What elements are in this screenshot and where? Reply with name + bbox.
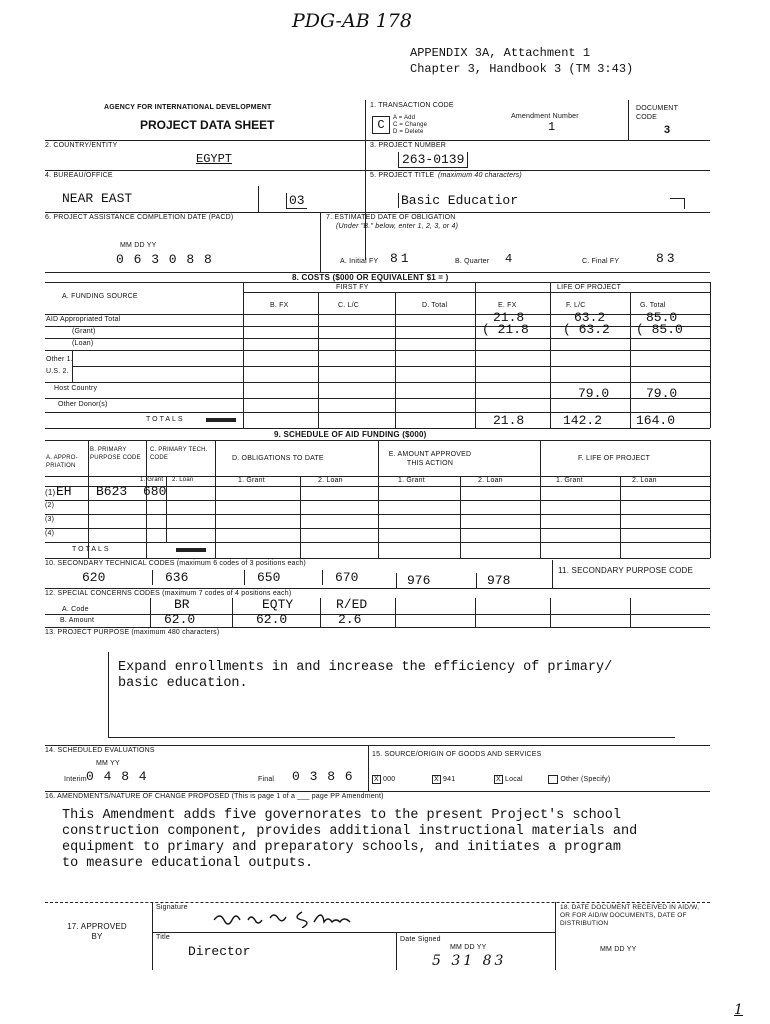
sched-totals-mark bbox=[176, 548, 206, 552]
date-signed-label: Date Signed bbox=[400, 936, 441, 943]
sched-h-life: F. LIFE OF PROJECT bbox=[578, 455, 651, 462]
date-received-mmddyy: MM DD YY bbox=[600, 946, 637, 953]
sched-row-num: (1) bbox=[45, 488, 56, 497]
sched-row-tech: 680 bbox=[143, 484, 167, 499]
sched-h-amount-approved: E. AMOUNT APPROVED THIS ACTION bbox=[388, 451, 472, 467]
sched-f-loan: 2. Loan bbox=[632, 477, 657, 484]
source-opt-other[interactable]: Other (Specify) bbox=[548, 776, 610, 783]
purpose-line2: basic education. bbox=[118, 676, 248, 691]
date-signed-mmddyy: MM DD YY bbox=[450, 944, 487, 951]
purpose-label: 13. PROJECT PURPOSE (maximum 480 characters) bbox=[45, 629, 220, 636]
sched-h-appropriation: A. APPRO-PRIATION bbox=[46, 455, 78, 469]
special-amount: 2.6 bbox=[338, 612, 362, 627]
col-funding-source: A. FUNDING SOURCE bbox=[62, 293, 138, 300]
sched-h-primary-purpose: B. PRIMARY PURPOSE CODE bbox=[90, 447, 141, 461]
eval-mmyy: MM YY bbox=[96, 760, 120, 767]
eval-final-label: Final bbox=[258, 776, 275, 783]
totals-arrow-mark bbox=[206, 418, 236, 422]
cost-row-e: ( 21.8 bbox=[482, 322, 529, 337]
sched-row-num: (2) bbox=[45, 502, 55, 509]
bureau-label: 4. BUREAU/OFFICE bbox=[45, 172, 113, 179]
transaction-options: A = Add C = Change D = Delete bbox=[393, 115, 428, 135]
sec-tech-code: 976 bbox=[396, 573, 430, 588]
amendment-line: This Amendment adds five governorates to the present Project's school bbox=[62, 808, 621, 823]
sched-d-grant: 1. Grant bbox=[238, 477, 265, 484]
date-signed-value: 5 31 83 bbox=[432, 953, 507, 969]
country-label: 2. COUNTRY/ENTITY bbox=[45, 142, 118, 149]
title-box-end bbox=[670, 198, 685, 209]
cost-row-label: (Loan) bbox=[72, 340, 94, 347]
sec-tech-code: 650 bbox=[244, 570, 280, 585]
eval-interim-value: 0 4 8 4 bbox=[86, 769, 148, 784]
col-d-total: D. Total bbox=[422, 302, 448, 309]
amendments-label: 16. AMENDMENTS/NATURE OF CHANGE PROPOSED (This is page 1 of a ___ page PP Amendment) bbox=[45, 793, 384, 800]
final-fy-label: C. Final FY bbox=[582, 258, 620, 265]
special-concerns-label: 12. SPECIAL CONCERNS CODES (maximum 7 codes of 4 positions each) bbox=[45, 590, 292, 597]
cost-row-label: Other Donor(s) bbox=[58, 401, 108, 408]
special-amount-label: B. Amount bbox=[60, 617, 95, 624]
sec-tech-code: 670 bbox=[322, 570, 358, 585]
sched-h-c1: 1. Grant bbox=[140, 477, 164, 483]
sched-f-grant: 1. Grant bbox=[556, 477, 583, 484]
life-of-project-label: LIFE OF PROJECT bbox=[557, 284, 622, 291]
project-title-label: 5. PROJECT TITLE bbox=[370, 172, 435, 179]
appendix-line2: Chapter 3, Handbook 3 (TM 3:43) bbox=[410, 62, 634, 76]
source-label: 15. SOURCE/ORIGIN OF GOODS AND SERVICES bbox=[372, 751, 542, 758]
handwritten-signature bbox=[210, 906, 370, 928]
sched-h-c2: 2. Loan bbox=[172, 477, 194, 483]
secondary-purpose-label: 11. SECONDARY PURPOSE CODE bbox=[558, 566, 694, 575]
cost-total-g: 164.0 bbox=[636, 413, 676, 428]
date-received-label: 18. DATE DOCUMENT RECEIVED IN AID/W, OR FOR AID/W DOCUMENTS, DATE OF DISTRIBUTION bbox=[560, 904, 700, 927]
transaction-code-label: 1. TRANSACTION CODE bbox=[370, 102, 454, 109]
sched-d-loan: 2. Loan bbox=[318, 477, 343, 484]
cost-row-g: 79.0 bbox=[646, 386, 678, 401]
schedule-title: 9. SCHEDULE OF AID FUNDING ($000) bbox=[274, 430, 427, 439]
country-value: EGYPT bbox=[196, 152, 233, 166]
amendment-number-label: Amendment Number bbox=[511, 113, 579, 120]
project-number-value: 263-0139 bbox=[398, 152, 468, 168]
sched-totals-label: TOTALS bbox=[72, 546, 111, 553]
source-opt-local[interactable]: X Local bbox=[496, 776, 523, 783]
evaluations-label: 14. SCHEDULED EVALUATIONS bbox=[45, 747, 155, 754]
cost-row-f: 79.0 bbox=[578, 386, 610, 401]
sched-row-appropriation: EH bbox=[56, 484, 72, 499]
special-code: BR bbox=[174, 597, 190, 612]
approved-by-label: 17. APPROVED BY bbox=[67, 922, 127, 941]
quarter-value: 4 bbox=[505, 252, 513, 266]
sched-row-num: (3) bbox=[45, 516, 55, 523]
transaction-code-box: C bbox=[372, 116, 390, 134]
pacd-value: 0 6 3 0 8 8 bbox=[116, 252, 213, 267]
sec-tech-code: 620 bbox=[82, 570, 106, 585]
cost-row-label: Other 1. bbox=[46, 356, 73, 363]
sched-h-primary-tech: C. PRIMARY TECH. CODE bbox=[150, 447, 208, 461]
cost-row-label: AID Appropriated Total bbox=[46, 316, 121, 323]
special-amount: 62.0 bbox=[256, 612, 288, 627]
first-fy-label: FIRST FY bbox=[336, 284, 369, 291]
cost-row-label: (Grant) bbox=[72, 328, 96, 335]
obligation-hint: (Under "B." below, enter 1, 2, 3, or 4) bbox=[336, 223, 459, 230]
bureau-value: NEAR EAST bbox=[62, 191, 133, 206]
special-code: EQTY bbox=[262, 597, 294, 612]
secondary-tech-label: 10. SECONDARY TECHNICAL CODES (maximum 6 codes of 3 positions each) bbox=[45, 560, 306, 567]
cost-row-e: 21.8 bbox=[493, 310, 525, 325]
totals-label: TOTALS bbox=[146, 416, 185, 423]
document-code-label: DOCUMENT CODE bbox=[636, 105, 678, 121]
initial-fy-value: 81 bbox=[390, 251, 412, 266]
project-title-hint: (maximum 40 characters) bbox=[438, 172, 522, 179]
pacd-mmddyy: MM DD YY bbox=[120, 242, 157, 249]
cost-row-f: ( 63.2 bbox=[563, 322, 610, 337]
special-amount: 62.0 bbox=[164, 612, 196, 627]
obligation-label: 7. ESTIMATED DATE OF OBLIGATION bbox=[326, 214, 456, 221]
bureau-code: 03 bbox=[286, 193, 307, 209]
sec-tech-code: 636 bbox=[152, 570, 188, 585]
eval-interim-label: Interim bbox=[64, 776, 87, 783]
sched-row-num: (4) bbox=[45, 530, 55, 537]
source-opt-000[interactable]: X 000 bbox=[374, 776, 396, 783]
appendix-line1: APPENDIX 3A, Attachment 1 bbox=[410, 46, 591, 60]
page-mark: 1 bbox=[734, 1002, 743, 1018]
title-label: Title bbox=[156, 934, 170, 941]
signature-label: Signature bbox=[156, 904, 188, 911]
project-number-label: 3. PROJECT NUMBER bbox=[370, 142, 447, 149]
form-title: PROJECT DATA SHEET bbox=[140, 118, 275, 132]
amendment-number-value: 1 bbox=[548, 120, 556, 134]
costs-title: 8. COSTS ($000 OR EQUIVALENT $1 = ) bbox=[292, 273, 449, 282]
cost-row-g: ( 85.0 bbox=[636, 322, 683, 337]
eval-final-value: 0 3 8 6 bbox=[292, 769, 354, 784]
col-b-fx: B. FX bbox=[270, 302, 289, 309]
quarter-label: B. Quarter bbox=[455, 258, 490, 265]
cost-total-e: 21.8 bbox=[493, 413, 525, 428]
sched-h-obligations: D. OBLIGATIONS TO DATE bbox=[232, 455, 324, 462]
document-code-value: 3 bbox=[664, 124, 671, 136]
col-g-total: G. Total bbox=[640, 302, 666, 309]
cost-row-g: 85.0 bbox=[646, 310, 678, 325]
sched-row-purpose: B623 bbox=[96, 484, 128, 499]
sched-e-grant: 1. Grant bbox=[398, 477, 425, 484]
amendment-line: to measure educational outputs. bbox=[62, 856, 314, 871]
sched-e-loan: 2. Loan bbox=[478, 477, 503, 484]
handwritten-doc-id: PDG-AB 178 bbox=[292, 10, 412, 32]
pacd-label: 6. PROJECT ASSISTANCE COMPLETION DATE (PACD) bbox=[45, 214, 234, 221]
cost-row-f: 63.2 bbox=[574, 310, 606, 325]
col-c-lc: C. L/C bbox=[338, 302, 360, 309]
special-code: R/ED bbox=[336, 597, 368, 612]
final-fy-value: 83 bbox=[656, 251, 678, 266]
title-value: Director bbox=[188, 944, 251, 959]
cost-row-label: U.S. 2. bbox=[46, 368, 69, 375]
source-opt-941[interactable]: X 941 bbox=[434, 776, 456, 783]
sec-tech-code: 978 bbox=[476, 573, 510, 588]
cost-total-f: 142.2 bbox=[563, 413, 603, 428]
special-code-label: A. Code bbox=[62, 606, 89, 613]
initial-fy-label: A. Initial FY bbox=[340, 258, 379, 265]
agency-name: AGENCY FOR INTERNATIONAL DEVELOPMENT bbox=[104, 104, 272, 111]
project-title-value: Basic Educatior bbox=[398, 193, 518, 208]
col-f-lc: F. L/C bbox=[566, 302, 586, 309]
col-e-fx: E. FX bbox=[498, 302, 517, 309]
cost-row-label: Host Country bbox=[54, 385, 98, 392]
amendment-line: construction component, provides additional instructional materials and bbox=[62, 824, 638, 839]
purpose-line1: Expand enrollments in and increase the efficiency of primary/ bbox=[118, 660, 613, 675]
amendment-line: equipment to primary and preparatory schools, and initiates a program bbox=[62, 840, 621, 855]
